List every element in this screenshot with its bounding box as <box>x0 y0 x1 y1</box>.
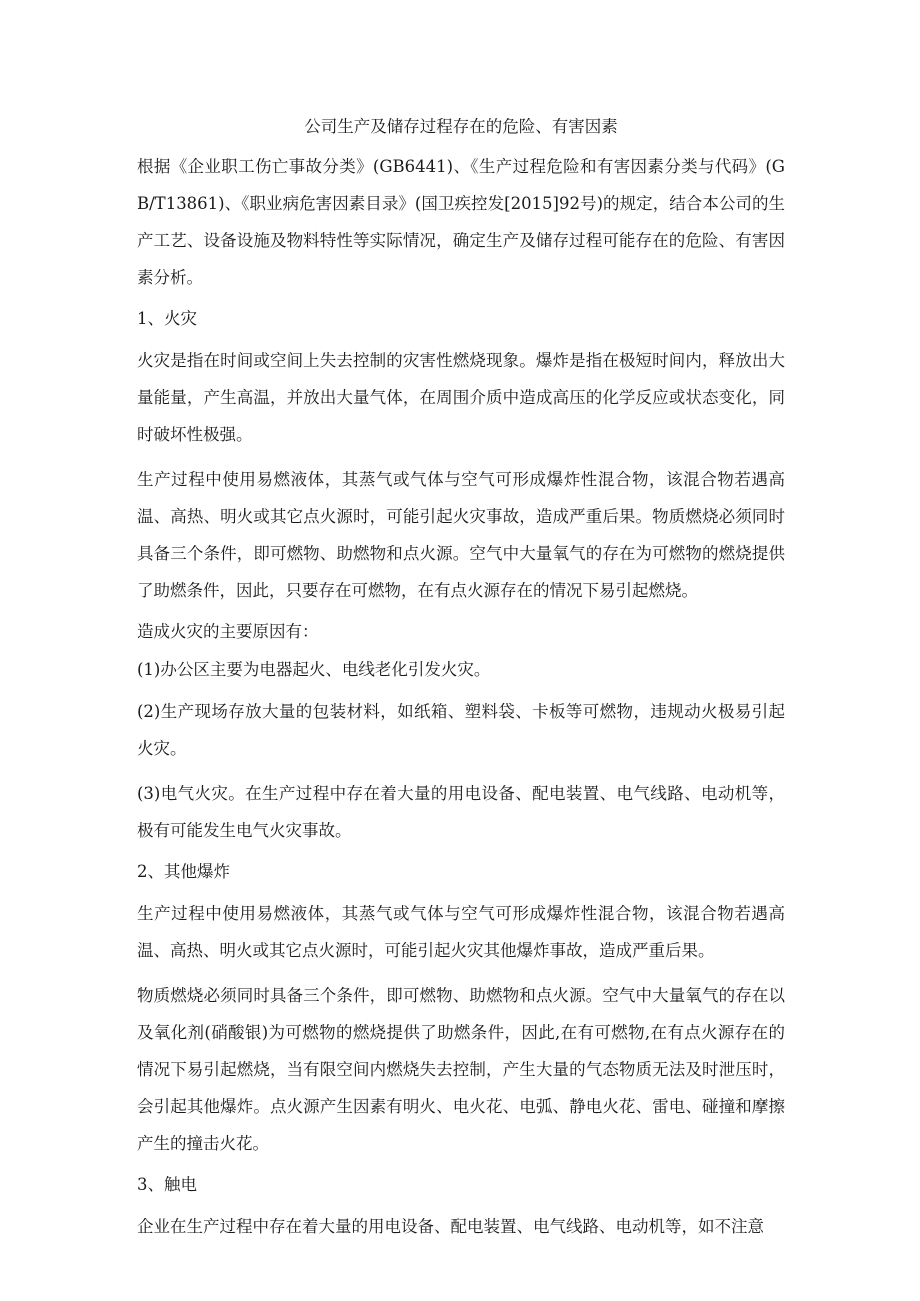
paragraph: 造成火灾的主要原因有： <box>137 622 319 641</box>
paragraph: 企业在生产过程中存在着大量的用电设备、配电装置、电气线路、电动机等，如不注意 <box>137 1217 764 1236</box>
section-heading-electric-shock: 3、触电 <box>137 1175 197 1194</box>
section-heading-explosion: 2、其他爆炸 <box>137 862 230 881</box>
list-item: (2)生产现场存放大量的包装材料，如纸箱、塑料袋、卡板等可燃物，违规动火极易引起火灾。 <box>137 702 785 758</box>
document-body <box>137 112 785 1253</box>
paragraph: 物质燃烧必须同时具备三个条件，即可燃物、助燃物和点火源。空气中大量氧气的存在以及氧化剂(硝酸银)为可燃物的燃烧提供了助燃条件，因此,在有可燃物,在有点火源存在的情况下易引起燃烧，当有限空间内燃烧失去控制，产生大量的气态物质无法及时泄压时，会引起其他爆炸。点火源产生因素有明火、电火花、电弧、静电火花、雷电、碰撞和摩擦产生的撞击火花。 <box>137 986 785 1153</box>
intro-paragraph: 根据《企业职工伤亡事故分类》(GB6441)、《生产过程危险和有害因素分类与代码》(GB/T13861)、《职业病危害因素目录》(国卫疾控发[2015]92号)的规定，结合本公司的生产工艺、设备设施及物料特性等实际情况，确定生产及储存过程可能存在的危险、有害因素分析。 <box>137 157 785 287</box>
list-item: (3)电气火灾。在生产过程中存在着大量的用电设备、配电装置、电气线路、电动机等，极有可能发生电气火灾事故。 <box>137 784 785 840</box>
section-heading-fire: 1、火灾 <box>137 309 197 328</box>
paragraph: 火灾是指在时间或空间上失去控制的灾害性燃烧现象。爆炸是指在极短时间内，释放出大量能量，产生高温，并放出大量气体，在周围介质中造成高压的化学反应或状态变化，同时破坏性极强。 <box>137 351 785 444</box>
document-title: 公司生产及储存过程存在的危险、有害因素 <box>304 117 618 136</box>
paragraph: 生产过程中使用易燃液体，其蒸气或气体与空气可形成爆炸性混合物，该混合物若遇高温、高热、明火或其它点火源时，可能引起火灾事故，造成严重后果。物质燃烧必须同时具备三个条件，即可燃物、助燃物和点火源。空气中大量氧气的存在为可燃物的燃烧提供了助燃条件，因此，只要存在可燃物，在有点火源存在的情况下易引起燃烧。 <box>137 470 785 600</box>
list-item: (1)办公区主要为电器起火、电线老化引发火灾。 <box>137 660 491 679</box>
paragraph: 生产过程中使用易燃液体，其蒸气或气体与空气可形成爆炸性混合物，该混合物若遇高温、高热、明火或其它点火源时，可能引起火灾其他爆炸事故，造成严重后果。 <box>137 904 785 960</box>
